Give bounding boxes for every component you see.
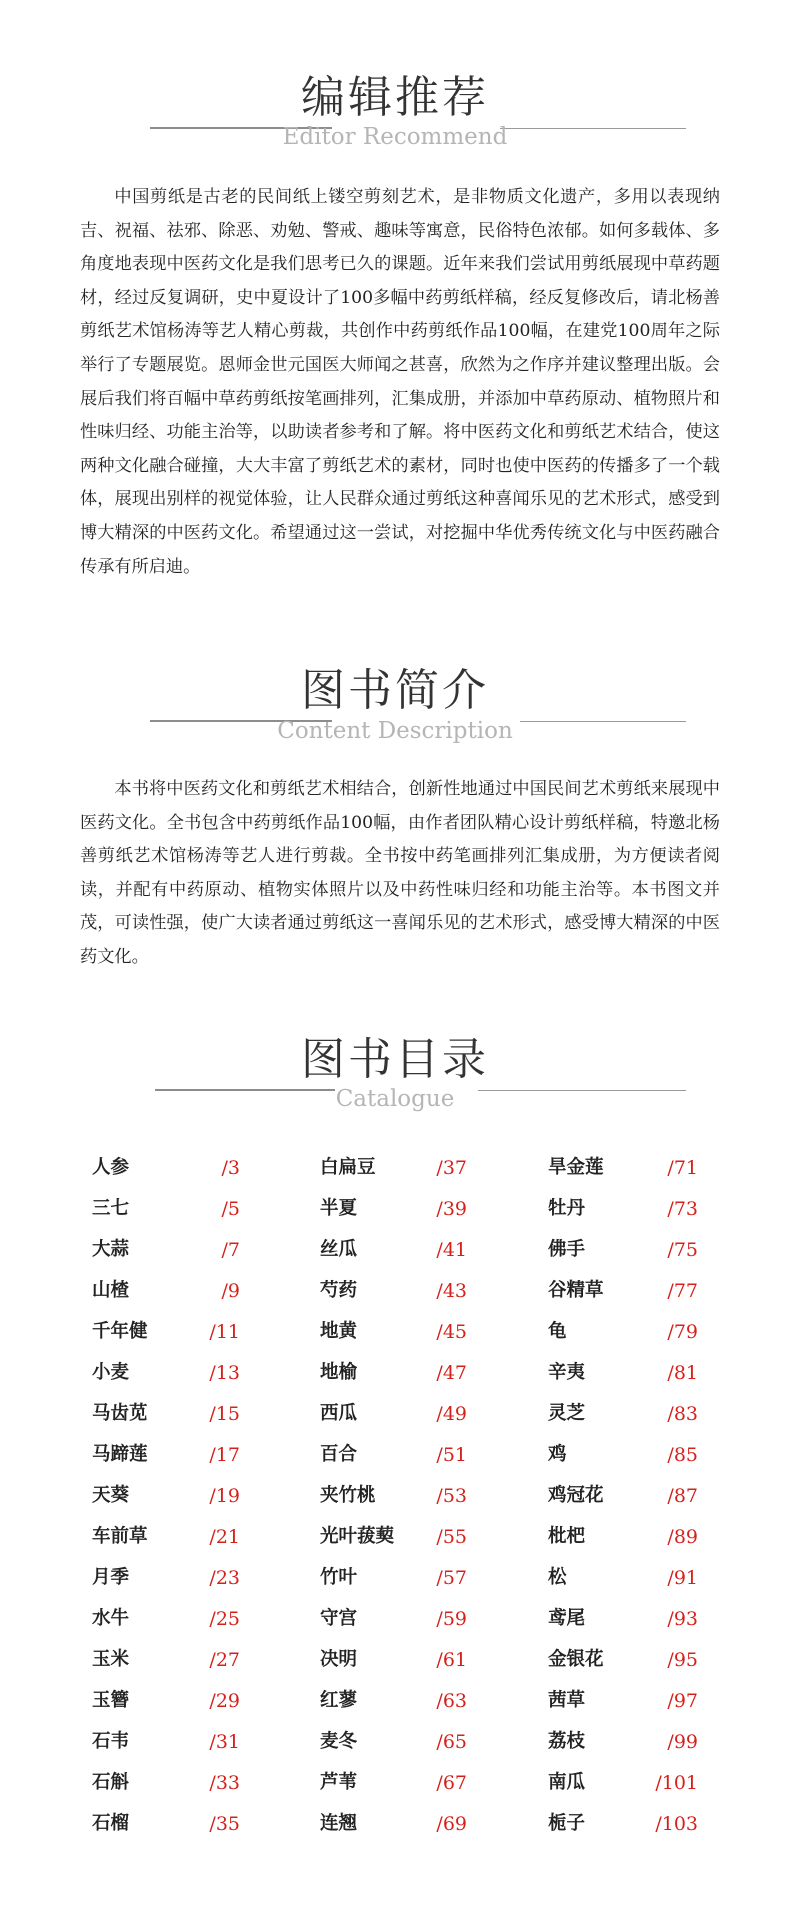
catalogue-entry-page: /89 bbox=[667, 1526, 698, 1548]
editor-recommend-header bbox=[0, 72, 790, 162]
catalogue-entry-name: 金银花 bbox=[548, 1649, 604, 1670]
catalogue-entry-name: 人参 bbox=[92, 1157, 130, 1178]
catalogue-entry-page: /23 bbox=[209, 1567, 240, 1589]
catalogue-entry-name: 佛手 bbox=[548, 1239, 586, 1260]
catalogue-entry-page: /15 bbox=[209, 1403, 240, 1425]
catalogue-entry-page: /75 bbox=[667, 1239, 698, 1261]
catalogue-entry-name: 山楂 bbox=[92, 1280, 130, 1301]
catalogue-title: 图书目录 bbox=[301, 1034, 489, 1085]
catalogue-entry bbox=[0, 1312, 790, 1352]
catalogue-entry-name: 三七 bbox=[92, 1198, 130, 1219]
content-description-title: 图书简介 bbox=[301, 665, 489, 716]
catalogue-entry-name: 大蒜 bbox=[92, 1239, 130, 1260]
catalogue-entry-name: 守宫 bbox=[320, 1608, 358, 1629]
catalogue-entry bbox=[0, 1189, 790, 1229]
catalogue-entry-page: /31 bbox=[209, 1731, 240, 1753]
catalogue-entry-name: 车前草 bbox=[92, 1526, 148, 1547]
catalogue-entry bbox=[0, 1558, 790, 1598]
catalogue-entry-page: /9 bbox=[221, 1280, 240, 1302]
catalogue-entry-page: /45 bbox=[436, 1321, 467, 1343]
content-description-subtitle: Content Description bbox=[277, 718, 513, 744]
catalogue-entry-page: /13 bbox=[209, 1362, 240, 1384]
catalogue-entry bbox=[0, 1681, 790, 1721]
catalogue-entry-name: 马齿苋 bbox=[92, 1403, 148, 1424]
catalogue-entry-page: /55 bbox=[436, 1526, 467, 1548]
catalogue-entry-page: /19 bbox=[209, 1485, 240, 1507]
catalogue-entry-page: /97 bbox=[667, 1690, 698, 1712]
catalogue-entry-name: 水牛 bbox=[92, 1608, 130, 1629]
catalogue-entry-page: /87 bbox=[667, 1485, 698, 1507]
catalogue-entry-page: /77 bbox=[667, 1280, 698, 1302]
catalogue-entry-page: /47 bbox=[436, 1362, 467, 1384]
catalogue-entry-name: 玉米 bbox=[92, 1649, 130, 1670]
catalogue-entry-page: /49 bbox=[436, 1403, 467, 1425]
catalogue-entry-name: 百合 bbox=[320, 1444, 358, 1465]
catalogue-entry bbox=[0, 1271, 790, 1311]
catalogue-entry-name: 鸡冠花 bbox=[548, 1485, 604, 1506]
catalogue-entry-name: 光叶菝葜 bbox=[320, 1526, 395, 1547]
catalogue-entry-page: /17 bbox=[209, 1444, 240, 1466]
catalogue-entry-name: 枇杷 bbox=[548, 1526, 586, 1547]
catalogue-entry-page: /7 bbox=[221, 1239, 240, 1261]
catalogue-entry-name: 连翘 bbox=[320, 1813, 358, 1834]
catalogue-entry-name: 决明 bbox=[320, 1649, 358, 1670]
catalogue-entry bbox=[0, 1804, 790, 1844]
catalogue-entry bbox=[0, 1394, 790, 1434]
catalogue-entry-page: /59 bbox=[436, 1608, 467, 1630]
catalogue-entry-name: 鸡 bbox=[548, 1444, 567, 1465]
catalogue-entry-name: 夹竹桃 bbox=[320, 1485, 376, 1506]
catalogue-entry-page: /3 bbox=[221, 1157, 240, 1179]
catalogue-entry-name: 地黄 bbox=[320, 1321, 358, 1342]
catalogue-header bbox=[0, 1034, 790, 1124]
catalogue-entry-page: /83 bbox=[667, 1403, 698, 1425]
catalogue-entry-name: 茜草 bbox=[548, 1690, 586, 1711]
catalogue-entry-name: 月季 bbox=[92, 1567, 130, 1588]
catalogue-entry-page: /5 bbox=[221, 1198, 240, 1220]
catalogue-entry bbox=[0, 1476, 790, 1516]
catalogue-entry-page: /25 bbox=[209, 1608, 240, 1630]
catalogue-entry-name: 芍药 bbox=[320, 1280, 358, 1301]
catalogue-entry bbox=[0, 1230, 790, 1270]
catalogue-entry-name: 旱金莲 bbox=[548, 1157, 604, 1178]
catalogue-entry bbox=[0, 1763, 790, 1803]
catalogue-entry-page: /21 bbox=[209, 1526, 240, 1548]
catalogue-entry-name: 辛夷 bbox=[548, 1362, 586, 1383]
catalogue-entry-page: /41 bbox=[436, 1239, 467, 1261]
catalogue-entry-page: /27 bbox=[209, 1649, 240, 1671]
editor-recommend-subtitle: Editor Recommend bbox=[282, 124, 508, 150]
catalogue-entry-page: /53 bbox=[436, 1485, 467, 1507]
catalogue-entry bbox=[0, 1517, 790, 1557]
catalogue-entry-name: 竹叶 bbox=[320, 1567, 358, 1588]
catalogue-entry-page: /79 bbox=[667, 1321, 698, 1343]
catalogue-entry-page: /81 bbox=[667, 1362, 698, 1384]
catalogue-entry-name: 荔枝 bbox=[548, 1731, 586, 1752]
catalogue-entry-page: /11 bbox=[209, 1321, 240, 1343]
catalogue-entry-page: /91 bbox=[667, 1567, 698, 1589]
catalogue-entry-page: /95 bbox=[667, 1649, 698, 1671]
catalogue-entry-name: 灵芝 bbox=[548, 1403, 586, 1424]
catalogue-entry-page: /69 bbox=[436, 1813, 467, 1835]
catalogue-entry-page: /73 bbox=[667, 1198, 698, 1220]
catalogue-entry-page: /67 bbox=[436, 1772, 467, 1794]
catalogue-entry-name: 西瓜 bbox=[320, 1403, 358, 1424]
catalogue-entry bbox=[0, 1640, 790, 1680]
catalogue-entry-name: 地榆 bbox=[320, 1362, 358, 1383]
catalogue-entry-page: /63 bbox=[436, 1690, 467, 1712]
catalogue-subtitle: Catalogue bbox=[335, 1086, 455, 1112]
catalogue-entry-page: /93 bbox=[667, 1608, 698, 1630]
catalogue-entry-page: /37 bbox=[436, 1157, 467, 1179]
catalogue-entry bbox=[0, 1722, 790, 1762]
catalogue-entry-name: 芦苇 bbox=[320, 1772, 358, 1793]
catalogue-entry-page: /33 bbox=[209, 1772, 240, 1794]
catalogue-entry-name: 龟 bbox=[548, 1321, 567, 1342]
catalogue-entry bbox=[0, 1353, 790, 1393]
catalogue-entry-name: 松 bbox=[548, 1567, 567, 1588]
catalogue-entry-page: /57 bbox=[436, 1567, 467, 1589]
catalogue-entry-name: 天葵 bbox=[92, 1485, 130, 1506]
catalogue-entry bbox=[0, 1435, 790, 1475]
catalogue-entry-page: /61 bbox=[436, 1649, 467, 1671]
catalogue-entry-name: 鸢尾 bbox=[548, 1608, 586, 1629]
catalogue-entry-name: 石韦 bbox=[92, 1731, 130, 1752]
catalogue-entry-name: 红蓼 bbox=[320, 1690, 358, 1711]
catalogue-entry bbox=[0, 1148, 790, 1188]
catalogue-entry-name: 南瓜 bbox=[548, 1772, 586, 1793]
catalogue-entry-name: 白扁豆 bbox=[320, 1157, 376, 1178]
editor-recommend-title: 编辑推荐 bbox=[301, 72, 489, 123]
catalogue-entry-name: 谷精草 bbox=[548, 1280, 604, 1301]
catalogue-entry-page: /101 bbox=[655, 1772, 698, 1794]
catalogue-entry-page: /85 bbox=[667, 1444, 698, 1466]
catalogue-entry-name: 石榴 bbox=[92, 1813, 130, 1834]
catalogue-entry-name: 半夏 bbox=[320, 1198, 358, 1219]
catalogue-entry-page: /29 bbox=[209, 1690, 240, 1712]
catalogue-entry-name: 栀子 bbox=[548, 1813, 586, 1834]
content-description-header bbox=[0, 665, 790, 755]
catalogue-entry-name: 石斛 bbox=[92, 1772, 130, 1793]
catalogue-entry-name: 玉簪 bbox=[92, 1690, 130, 1711]
catalogue-entry-name: 麦冬 bbox=[320, 1731, 358, 1752]
catalogue-entry-page: /43 bbox=[436, 1280, 467, 1302]
catalogue-entry-page: /51 bbox=[436, 1444, 467, 1466]
catalogue-entry-page: /35 bbox=[209, 1813, 240, 1835]
editor-recommend-body: 中国剪纸是古老的民间纸上镂空剪刻艺术，是非物质文化遗产，多用以表现纳吉、祝福、祛邪、除恶、劝勉、警戒、趣味等寓意，民俗特色浓郁。如何多载体、多角度地表现中医药文化是我们思考已久的课题。近年来我们尝试用剪纸展现中草药题材，经过反复调研，史中夏设计了100多幅中药剪纸样稿，经反复修改后，请北杨善剪纸艺术馆杨涛等艺人精心剪裁，共创作中药剪纸作品100幅，在建党100周年之际举行了专题展览。恩师金世元国医大师闻之甚喜，欣然为之作序并建议整理出版。会展后我们将百幅中草药剪纸按笔画排列，汇集成册，并添加中草药原动、植物照片和性味归经、功能主治等，以助读者参考和了解。将中医药文化和剪纸艺术结合，使这两种文化融合碰撞，大大丰富了剪纸艺术的素材，同时也使中医药的传播多了一个载体，展现出别样的视觉体验，让人民群众通过剪纸这种喜闻乐见的艺术形式，感受到博大精深的中医药文化。希望通过这一尝试，对挖掘中华优秀传统文化与中医药融合传承有所启迪。 bbox=[80, 187, 720, 577]
catalogue-entry-name: 牡丹 bbox=[548, 1198, 586, 1219]
catalogue-entry-page: /103 bbox=[655, 1813, 698, 1835]
catalogue-entry-page: /65 bbox=[436, 1731, 467, 1753]
catalogue-entry-name: 马蹄莲 bbox=[92, 1444, 148, 1465]
catalogue-entry-name: 千年健 bbox=[92, 1321, 148, 1342]
catalogue-entry bbox=[0, 1599, 790, 1639]
catalogue-entry-page: /39 bbox=[436, 1198, 467, 1220]
content-description-body: 本书将中医药文化和剪纸艺术相结合，创新性地通过中国民间艺术剪纸来展现中医药文化。全书包含中药剪纸作品100幅，由作者团队精心设计剪纸样稿，特邀北杨善剪纸艺术馆杨涛等艺人进行剪裁。全书按中药笔画排列汇集成册，为方便读者阅读，并配有中药原动、植物实体照片以及中药性味归经和功能主治等。本书图文并茂，可读性强，使广大读者通过剪纸这一喜闻乐见的艺术形式，感受博大精深的中医药文化。 bbox=[80, 779, 720, 967]
catalogue-entry-page: /71 bbox=[667, 1157, 698, 1179]
catalogue-entry-name: 小麦 bbox=[92, 1362, 130, 1383]
catalogue-entry-name: 丝瓜 bbox=[320, 1239, 358, 1260]
catalogue-entry-page: /99 bbox=[667, 1731, 698, 1753]
